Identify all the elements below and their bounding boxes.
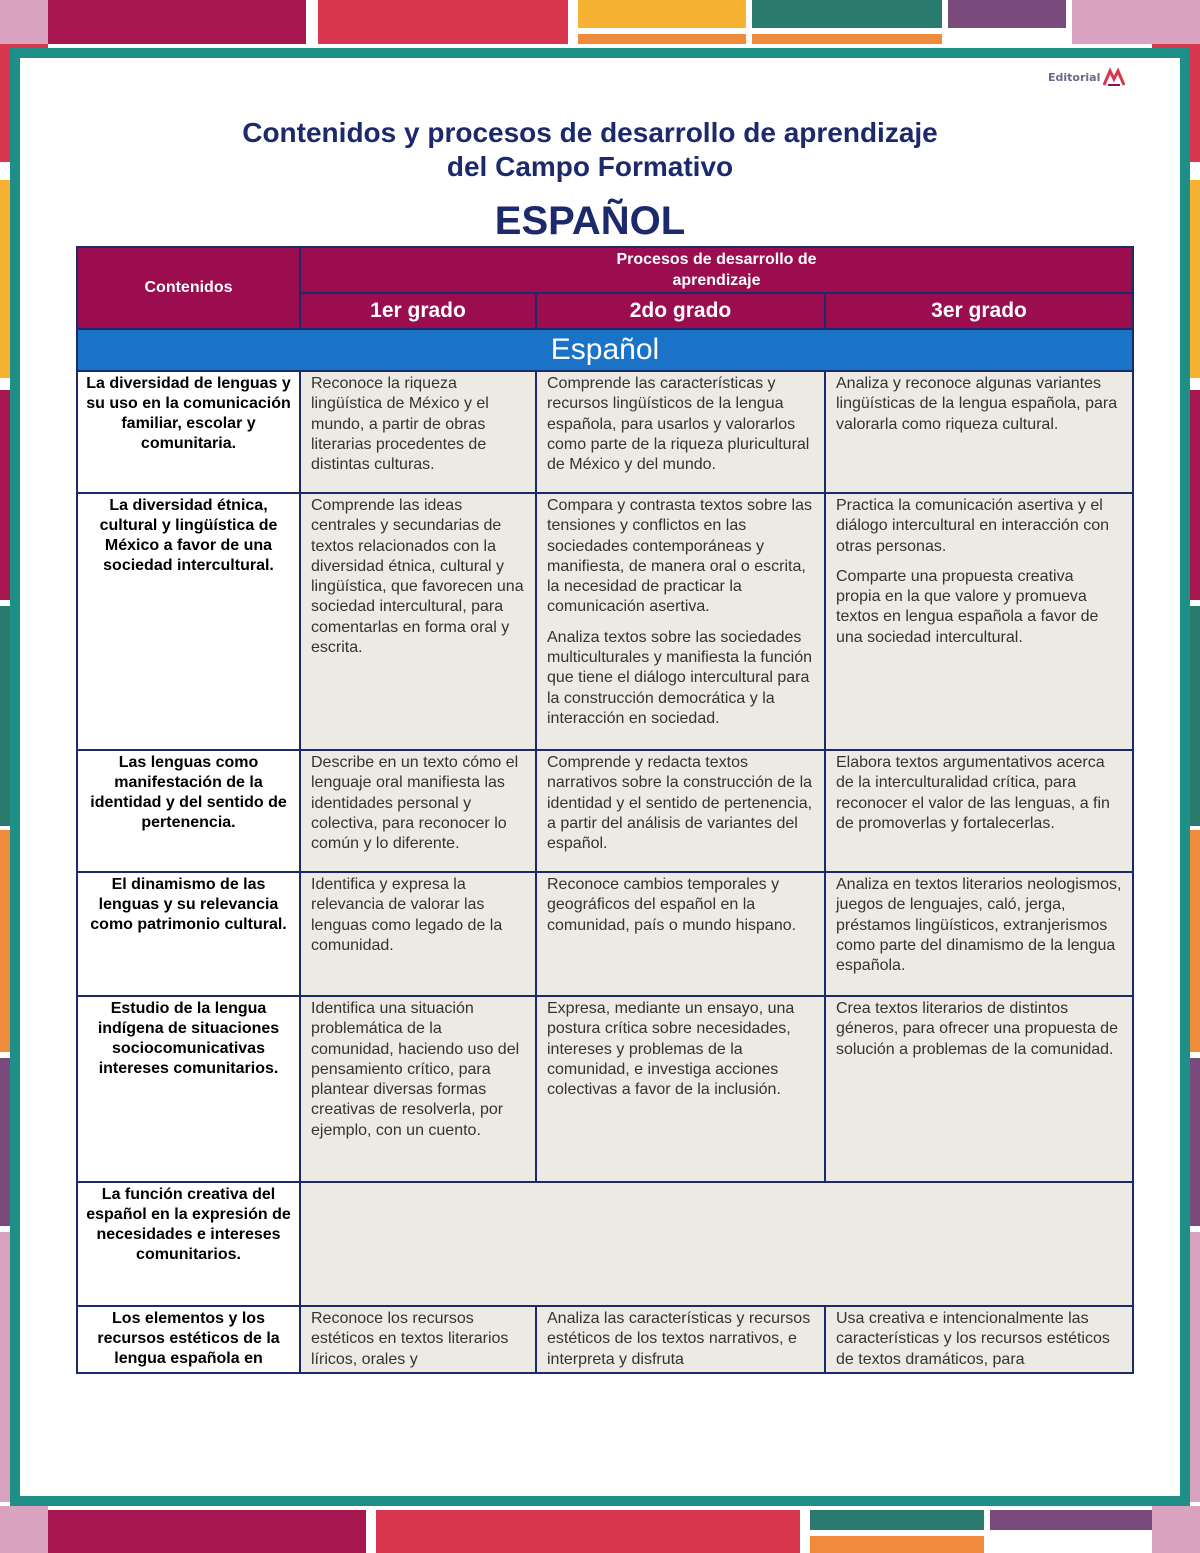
row-contenido: Estudio de la lengua indígena de situaciones sociocomunicativas intereses comunitarios. [77,996,300,1182]
logo-mark-icon [1102,67,1126,87]
curriculum-table [76,246,1134,1374]
cell-grade-3 [825,872,1133,996]
cell-grade-2 [536,493,825,750]
cell-grade-1 [300,750,536,872]
header-grade-1: 1er grado [300,293,536,329]
row-contenido: La función creativa del español en la expresión de necesidades e intereses comunitarios. [77,1182,300,1306]
cell-paragraph: Comprende las ideas centrales y secundarias de textos relacionados con la diversidad étnica, cultural y lingüística, que favorecen una sociedad intercultural, para comentarlas en forma oral y escrita. [311,497,524,657]
cell-paragraph: Compara y contrasta textos sobre las tensiones y conflictos en las sociedades contemporáneas y manifiesta, de manera oral o escrita, la necesidad de practicar la comunicación asertiva. [547,497,813,616]
cell-paragraph: Elabora textos argumentativos acerca de la interculturalidad crítica, para reconocer el valor de las lenguas, a fin de promoverlas y fortalecerlas. [836,754,1110,832]
table-row [77,1182,1133,1306]
table-row [77,371,1133,493]
logo-text: Editorial [1048,70,1101,84]
cell-paragraph: Expresa, mediante un ensayo, una postura crítica sobre necesidades, intereses y problemas de la comunidad, e investiga acciones colectivas a favor de la inclusión. [547,1000,795,1099]
cell-grade-2 [536,750,825,872]
cell-paragraph: Identifica una situación problemática de la comunidad, haciendo uso del pensamiento crítico, para plantear diversas formas creativas de resolverla, por ejemplo, con un cuento. [311,1000,520,1139]
cell-paragraph: Analiza y reconoce algunas variantes lingüísticas de la lengua española, para valorarla como riqueza cultural. [836,375,1118,433]
header-contenidos: Contenidos [77,247,300,329]
cell-grade-2 [536,996,825,1182]
cell-grade-2 [536,872,825,996]
section-band: Español [77,329,1133,371]
row-contenido: Los elementos y los recursos estéticos de la lengua española en [77,1306,300,1373]
table-row [77,996,1133,1182]
header-grade-2: 2do grado [536,293,825,329]
cell-paragraph: Analiza las características y recursos estéticos de los textos narrativos, e interpreta y disfruta [547,1310,811,1368]
cell-grade-3 [825,371,1133,493]
page-title-line2: del Campo Formativo [446,151,734,182]
cell-paragraph: Identifica y expresa la relevancia de valorar las lenguas como legado de la comunidad. [311,876,503,954]
cell-paragraph: Practica la comunicación asertiva y el diálogo intercultural en interacción con otras personas. [836,497,1110,555]
row-contenido: La diversidad étnica, cultural y lingüística de México a favor de una sociedad intercultural. [77,493,300,750]
table-row [77,872,1133,996]
cell-paragraph: Comprende las características y recursos lingüísticos de la lengua española, para usarlos y valorarlos como parte de la riqueza pluricultural de México y del mundo. [547,375,810,474]
row-contenido: Las lenguas como manifestación de la identidad y del sentido de pertenencia. [77,750,300,872]
cell-grade-1 [300,996,536,1182]
header-grade-3: 3er grado [825,293,1133,329]
cell-paragraph: Analiza en textos literarios neologismos, juegos de lenguajes, caló, jerga, préstamos lingüísticos, extranjerismos como parte del dinamismo de la lengua española. [836,876,1122,975]
cell-paragraph: Analiza textos sobre las sociedades multiculturales y manifiesta la función que tiene el diálogo intercultural para la construcción democrática y la interacción en sociedad. [547,628,813,727]
cell-grade-2 [536,371,825,493]
subject-title: ESPAÑOL [494,199,686,243]
cell-paragraph: Comprende y redacta textos narrativos sobre la construcción de la identidad y el sentido de pertenencia, a partir del análisis de variantes del español. [547,754,813,853]
table-row [77,750,1133,872]
cell-grade-3 [825,996,1133,1182]
header-procesos: Procesos de desarrollo de aprendizaje [300,247,1133,293]
cell-grade-3 [825,493,1133,750]
table-row [77,493,1133,750]
cell-paragraph: Reconoce los recursos estéticos en textos literarios líricos, orales y [311,1310,509,1368]
editorial-logo [1048,66,1126,88]
cell-paragraph: Usa creativa e intencionalmente las características y los recursos estéticos de textos dramáticos, para [836,1310,1110,1368]
cell-grade-1 [300,371,536,493]
row-contenido: El dinamismo de las lenguas y su relevancia como patrimonio cultural. [77,872,300,996]
empty-cell [300,1182,1133,1306]
cell-paragraph: Crea textos literarios de distintos géneros, para ofrecer una propuesta de solución a problemas de la comunidad. [836,1000,1118,1058]
cell-grade-1 [300,1306,536,1373]
table-body [77,371,1133,1373]
row-contenido: La diversidad de lenguas y su uso en la comunicación familiar, escolar y comunitaria. [77,371,300,493]
cell-paragraph: Comparte una propuesta creativa propia en la que valore y promueva textos en lengua española a favor de una sociedad intercultural. [836,567,1099,646]
cell-paragraph: Reconoce la riqueza lingüística de México y el mundo, a partir de obras literarias procedentes de distintas culturas. [311,375,489,474]
page-title-line1: Contenidos y procesos de desarrollo de aprendizaje [242,117,938,148]
table-row [77,1306,1133,1373]
cell-grade-3 [825,1306,1133,1373]
cell-paragraph: Reconoce cambios temporales y geográficos del español en la comunidad, país o mundo hispano. [547,876,797,934]
cell-grade-3 [825,750,1133,872]
cell-grade-1 [300,872,536,996]
cell-grade-1 [300,493,536,750]
cell-paragraph: Describe en un texto cómo el lenguaje oral manifiesta las identidades personal y colectiva, para reconocer lo común y lo diferente. [311,754,519,853]
cell-grade-2 [536,1306,825,1373]
